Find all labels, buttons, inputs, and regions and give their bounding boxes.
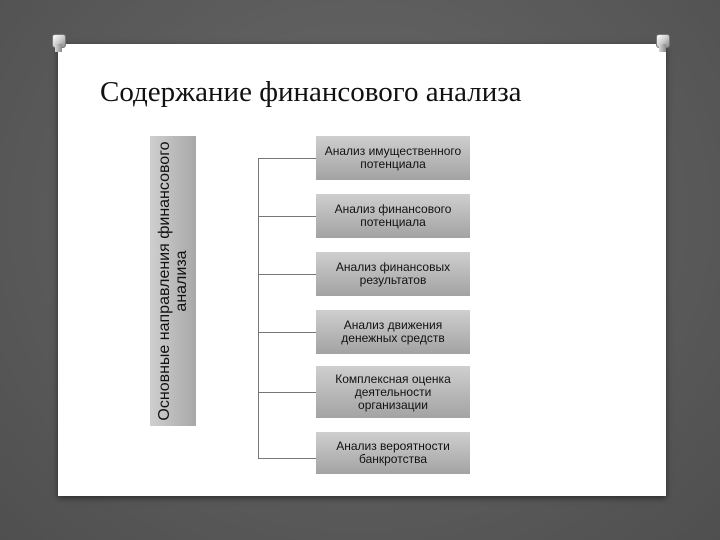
node-financial-results <box>316 252 470 296</box>
connector-branch <box>258 158 316 159</box>
root-label: Основные направления финансового анализа <box>156 141 190 421</box>
node-label: Анализ вероятности банкротства <box>336 439 450 466</box>
connector-branch <box>258 392 316 393</box>
node-label: Комплексная оценка деятельности организации <box>335 371 451 412</box>
node-complex-assessment <box>316 366 470 418</box>
node-label: Анализ движения денежных средств <box>341 318 445 345</box>
root-box <box>150 136 196 426</box>
connector-branch <box>258 458 316 459</box>
connector-branch <box>258 274 316 275</box>
connector-branch <box>258 332 316 333</box>
node-label: Анализ финансовых результатов <box>335 260 451 287</box>
pushpin-left-icon <box>52 34 64 52</box>
connector-trunk <box>258 158 259 458</box>
connector-branch <box>258 216 316 217</box>
node-property-potential <box>316 136 470 180</box>
node-financial-potential <box>316 194 470 238</box>
pushpin-right-icon <box>656 34 668 52</box>
slide-title: Содержание финансового анализа <box>100 76 522 108</box>
node-label: Анализ финансового потенциала <box>334 202 452 229</box>
node-bankruptcy-probability <box>316 432 470 474</box>
node-label: Анализ имущественного потенциала <box>324 144 462 171</box>
node-cash-flow <box>316 310 470 354</box>
